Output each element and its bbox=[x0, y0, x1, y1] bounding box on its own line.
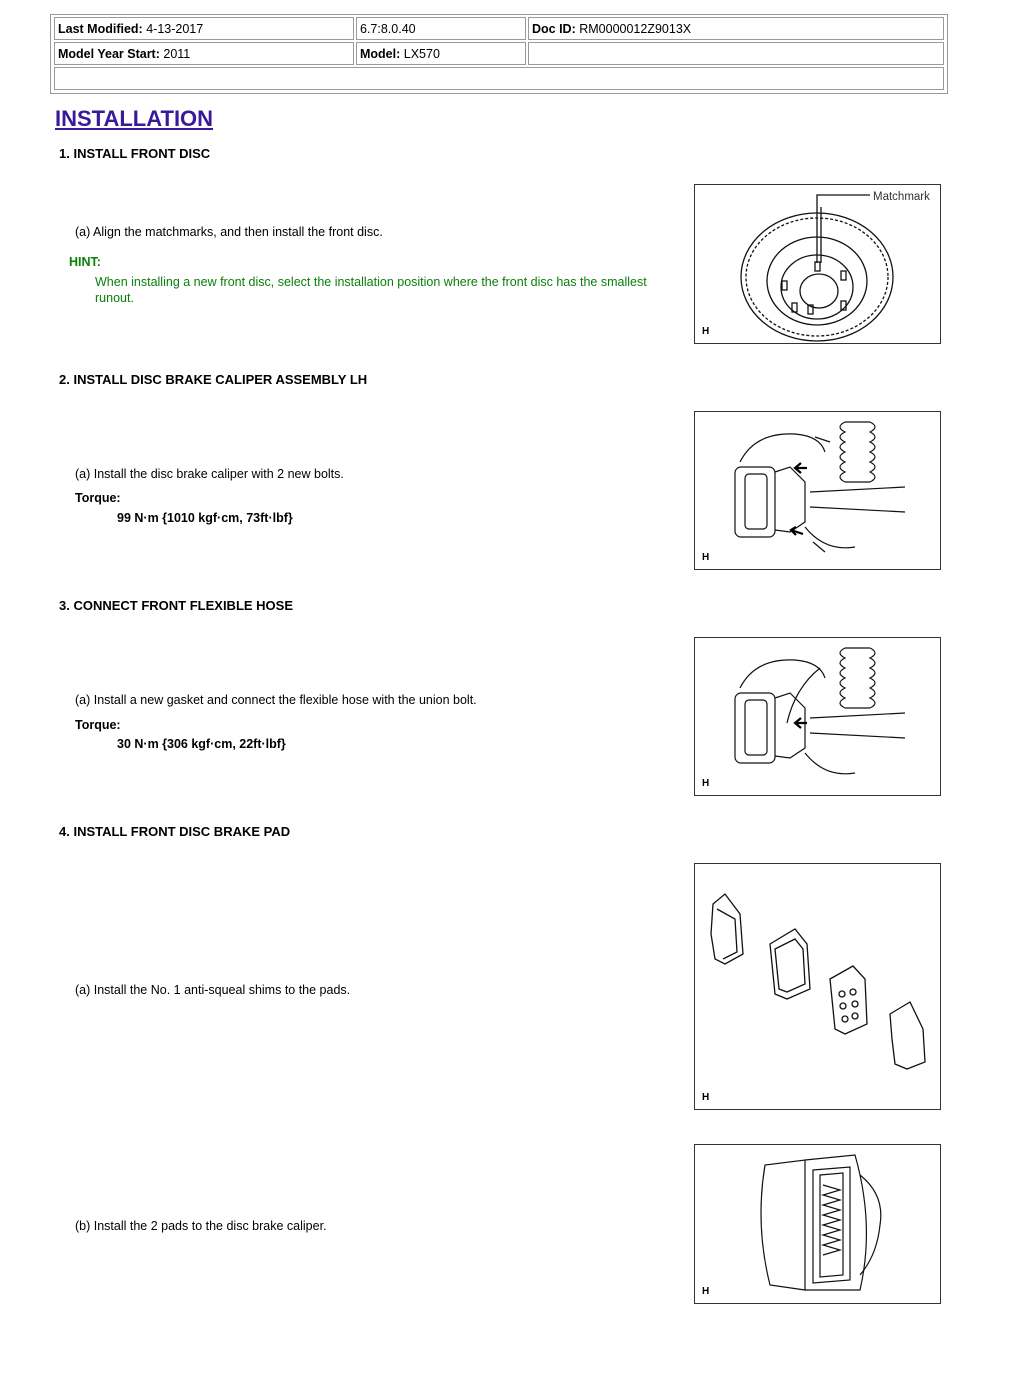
figure-code: H bbox=[702, 1092, 710, 1103]
step-4a-instruction: (a) Install the No. 1 anti-squeal shims to the pads. bbox=[75, 983, 351, 997]
figure-code: H bbox=[702, 326, 710, 337]
last-modified-value: 4-13-2017 bbox=[146, 22, 204, 36]
model-year-cell bbox=[54, 42, 354, 65]
step-1-instruction: (a) Align the matchmarks, and then install the front disc. bbox=[75, 225, 383, 239]
step-1-hint-label: HINT: bbox=[69, 255, 101, 269]
title-cell bbox=[54, 67, 944, 90]
model-year-value: 2011 bbox=[163, 47, 191, 61]
version-value: 6.7:8.0.40 bbox=[360, 22, 416, 36]
step-4b-instruction: (b) Install the 2 pads to the disc brake caliper. bbox=[75, 1219, 327, 1233]
last-modified-label: Last Modified: bbox=[58, 22, 143, 36]
step-3-torque-label: Torque: bbox=[75, 718, 121, 732]
flexible-hose-illustration bbox=[695, 638, 942, 797]
pads-to-caliper-figure bbox=[694, 1144, 941, 1304]
document-header-table bbox=[50, 14, 948, 94]
prod-date-label bbox=[546, 63, 651, 65]
step-4-title: 4. INSTALL FRONT DISC BRAKE PAD bbox=[59, 824, 291, 839]
doc-id-cell bbox=[528, 17, 944, 40]
figure-code: H bbox=[702, 552, 710, 563]
figure-code: H bbox=[702, 778, 710, 789]
caliper-figure bbox=[694, 411, 941, 570]
anti-squeal-shims-figure bbox=[694, 863, 941, 1110]
figure-code: H bbox=[702, 1286, 710, 1297]
step-3-title: 3. CONNECT FRONT FLEXIBLE HOSE bbox=[59, 598, 294, 613]
model-cell bbox=[356, 42, 526, 65]
step-3-torque-value: 30 N·m {306 kgf·cm, 22ft·lbf} bbox=[117, 737, 286, 751]
step-2-instruction: (a) Install the disc brake caliper with 2 new bolts. bbox=[75, 467, 344, 481]
last-modified-cell bbox=[54, 17, 354, 40]
step-2-torque-label: Torque: bbox=[75, 491, 121, 505]
version-cell bbox=[356, 17, 526, 40]
model-value: LX570 bbox=[403, 47, 440, 61]
caliper-illustration bbox=[695, 412, 942, 571]
prod-date-cell bbox=[528, 42, 944, 65]
front-disc-figure bbox=[694, 184, 941, 344]
step-1-title: 1. INSTALL FRONT DISC bbox=[59, 146, 211, 161]
model-label: Model: bbox=[360, 47, 401, 61]
flexible-hose-figure bbox=[694, 637, 941, 796]
matchmark-label: Matchmark bbox=[873, 191, 930, 203]
front-disc-illustration bbox=[695, 185, 942, 345]
doc-id-label: Doc ID: bbox=[532, 22, 576, 36]
page-heading: INSTALLATION bbox=[55, 106, 214, 131]
shims-and-pads-illustration bbox=[695, 864, 942, 1111]
pads-caliper-illustration bbox=[695, 1145, 942, 1305]
doc-id-value: RM0000012Z9013X bbox=[579, 22, 692, 36]
step-3-instruction: (a) Install a new gasket and connect the flexible hose with the union bolt. bbox=[75, 693, 477, 707]
title-label bbox=[72, 88, 102, 90]
model-year-label: Model Year Start: bbox=[58, 47, 160, 61]
step-2-torque-value: 99 N·m {1010 kgf·cm, 73ft·lbf} bbox=[117, 511, 293, 525]
step-1-hint-text: When installing a new front disc, select the installation position where the front disc has the smallest runout. bbox=[95, 275, 647, 305]
step-2-title: 2. INSTALL DISC BRAKE CALIPER ASSEMBLY LH bbox=[59, 372, 368, 387]
